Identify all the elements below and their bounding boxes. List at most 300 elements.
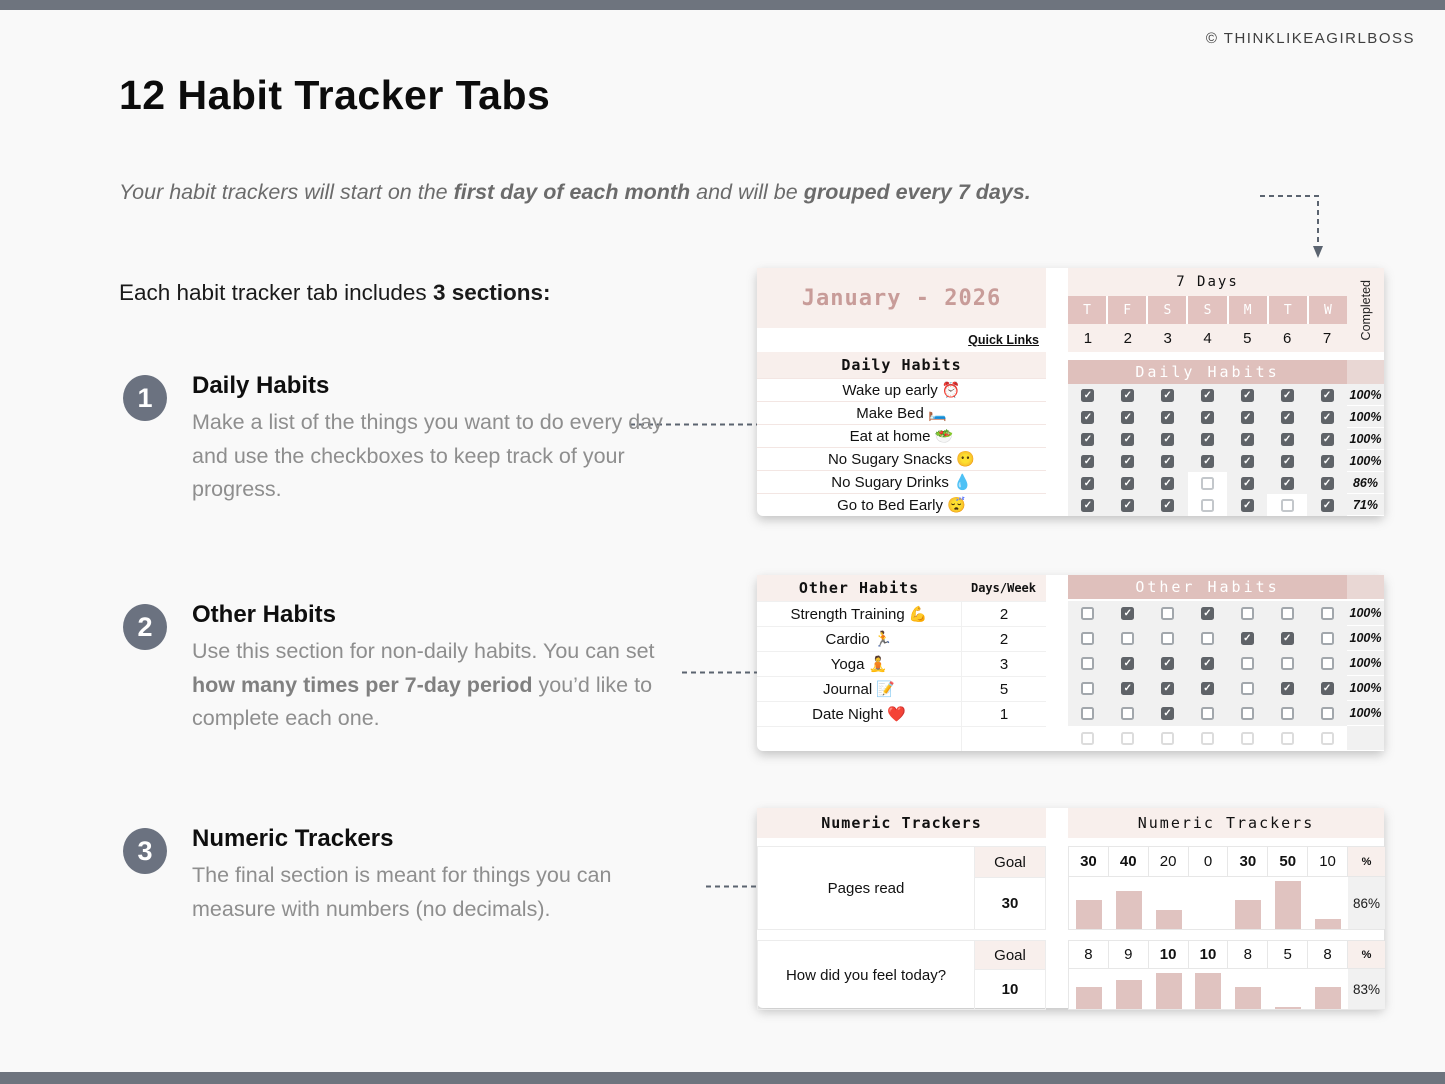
copyright-text: © THINKLIKEAGIRLBOSS xyxy=(1205,30,1415,47)
sparkline-bar xyxy=(1315,919,1341,929)
section-heading: Other Habits xyxy=(192,601,337,628)
habit-checkbox[interactable] xyxy=(1201,499,1214,512)
sparkline-bar xyxy=(1275,881,1301,929)
other-grid-cell xyxy=(1108,651,1148,676)
habit-checkbox[interactable]: ✓ xyxy=(1321,477,1334,490)
sparkline-bar xyxy=(1076,900,1102,929)
tracker-value: 8 xyxy=(1308,941,1348,969)
habit-checkbox[interactable] xyxy=(1161,632,1174,645)
section-number-badge: 1 xyxy=(123,375,167,421)
section-number-badge: 2 xyxy=(123,604,167,650)
other-grid-cell xyxy=(1227,651,1267,676)
other-grid-cell xyxy=(1188,701,1228,726)
tracker-percent: 83% xyxy=(1348,969,1385,1009)
habit-checkbox[interactable] xyxy=(1321,607,1334,620)
daily-grid-cell xyxy=(1188,406,1228,428)
habit-checkbox[interactable]: ✓ xyxy=(1201,411,1214,424)
habit-name: Go to Bed Early 😴 xyxy=(757,493,1046,516)
habit-checkbox[interactable] xyxy=(1081,682,1094,695)
habit-checkbox[interactable]: ✓ xyxy=(1161,411,1174,424)
other-habit-row xyxy=(757,626,1046,651)
text-run: grouped every 7 days. xyxy=(803,180,1031,204)
numeric-trackers-card xyxy=(757,808,1384,1008)
habit-checkbox[interactable]: ✓ xyxy=(1281,477,1294,490)
day-number-cell: 4 xyxy=(1188,324,1228,352)
habit-checkbox[interactable] xyxy=(1241,732,1254,745)
habit-checkbox[interactable]: ✓ xyxy=(1201,433,1214,446)
tracker-value: 10 xyxy=(1189,941,1229,969)
daily-grid-cell xyxy=(1267,472,1307,494)
other-grid-cell xyxy=(1068,676,1108,701)
habit-checkbox[interactable]: ✓ xyxy=(1241,389,1254,402)
habit-checkbox[interactable]: ✓ xyxy=(1321,411,1334,424)
habit-checkbox[interactable] xyxy=(1121,632,1134,645)
habit-checkbox[interactable]: ✓ xyxy=(1241,455,1254,468)
habit-checkbox[interactable]: ✓ xyxy=(1121,682,1134,695)
habit-checkbox[interactable] xyxy=(1201,707,1214,720)
tracker-value: 0 xyxy=(1189,847,1229,877)
habit-checkbox[interactable]: ✓ xyxy=(1241,499,1254,512)
quick-links-link[interactable]: Quick Links xyxy=(968,333,1039,347)
habit-checkbox[interactable]: ✓ xyxy=(1241,477,1254,490)
percent-symbol-header: % xyxy=(1348,847,1385,877)
daily-grid-cell xyxy=(1267,428,1307,450)
habit-checkbox[interactable]: ✓ xyxy=(1121,433,1134,446)
other-grid-cell xyxy=(1188,651,1228,676)
habit-name: Cardio 🏃 xyxy=(825,631,893,648)
completed-percent-empty xyxy=(1347,726,1384,751)
text-run: The final section is meant for things you can measure with numbers (no decimals). xyxy=(192,863,612,921)
daily-grid-cell xyxy=(1307,428,1347,450)
quick-links-row xyxy=(757,328,1046,352)
other-grid-cell xyxy=(1108,701,1148,726)
completed-percent: 100% xyxy=(1347,601,1384,626)
section-3 xyxy=(123,825,683,926)
habit-checkbox[interactable]: ✓ xyxy=(1201,389,1214,402)
days-per-week-empty xyxy=(961,727,1046,751)
habit-checkbox[interactable]: ✓ xyxy=(1241,411,1254,424)
habit-checkbox[interactable]: ✓ xyxy=(1201,657,1214,670)
daily-grid-cell xyxy=(1188,384,1228,406)
day-letter-cell: S xyxy=(1148,296,1186,324)
day-number-cell: 5 xyxy=(1227,324,1267,352)
daily-habits-card xyxy=(757,268,1384,516)
habit-checkbox[interactable]: ✓ xyxy=(1321,682,1334,695)
habit-name: Eat at home 🥗 xyxy=(757,424,1046,447)
daily-habit-names xyxy=(757,378,1046,516)
daily-grid-cell xyxy=(1068,406,1108,428)
habit-checkbox[interactable]: ✓ xyxy=(1161,433,1174,446)
section-body xyxy=(192,406,672,507)
habit-checkbox[interactable]: ✓ xyxy=(1281,455,1294,468)
goal-label: Goal xyxy=(975,847,1045,877)
other-habits-header-label: Other Habits xyxy=(757,575,961,601)
habit-checkbox[interactable]: ✓ xyxy=(1121,607,1134,620)
other-grid-cell xyxy=(1307,651,1347,676)
days-per-week-value: 2 xyxy=(961,627,1046,651)
tracker-values-row xyxy=(1069,941,1348,969)
other-grid-cell xyxy=(1108,601,1148,626)
other-grid-cell xyxy=(1188,676,1228,701)
daily-grid-cell xyxy=(1068,428,1108,450)
daily-grid-cell xyxy=(1267,494,1307,516)
daily-grid-cell xyxy=(1148,472,1188,494)
habit-checkbox[interactable]: ✓ xyxy=(1161,682,1174,695)
other-habit-row xyxy=(757,651,1046,676)
tracker-value: 10 xyxy=(1308,847,1348,877)
habit-checkbox[interactable] xyxy=(1321,657,1334,670)
habit-name: Make Bed 🛏️ xyxy=(757,401,1046,424)
day-number-cell: 2 xyxy=(1108,324,1148,352)
days-per-week-value: 3 xyxy=(961,652,1046,676)
completed-percent: 100% xyxy=(1347,676,1384,701)
daily-grid-cell xyxy=(1148,428,1188,450)
other-grid-cell xyxy=(1068,601,1108,626)
sparkline-bar xyxy=(1076,987,1102,1009)
habit-checkbox[interactable] xyxy=(1281,607,1294,620)
daily-grid-cell xyxy=(1307,384,1347,406)
habit-checkbox[interactable]: ✓ xyxy=(1161,707,1174,720)
daily-habits-banner: Daily Habits xyxy=(1068,360,1347,384)
daily-grid-cell xyxy=(1267,406,1307,428)
habit-checkbox[interactable]: ✓ xyxy=(1321,455,1334,468)
days-per-week-value: 1 xyxy=(961,702,1046,726)
tracker-value: 40 xyxy=(1109,847,1149,877)
days-per-week-value: 2 xyxy=(961,602,1046,626)
daily-grid-cell xyxy=(1307,472,1347,494)
habit-name: Journal 📝 xyxy=(822,681,896,698)
habit-checkbox[interactable] xyxy=(1241,682,1254,695)
tracker-value: 8 xyxy=(1228,941,1268,969)
habit-checkbox[interactable] xyxy=(1241,657,1254,670)
daily-grid-cell xyxy=(1227,384,1267,406)
habit-checkbox[interactable]: ✓ xyxy=(1321,499,1334,512)
days-per-week-value: 5 xyxy=(961,677,1046,701)
daily-grid-cell xyxy=(1227,494,1267,516)
completed-percent: 100% xyxy=(1347,626,1384,651)
days-week-header-label: Days/Week xyxy=(961,575,1046,601)
habit-checkbox[interactable]: ✓ xyxy=(1121,477,1134,490)
habit-checkbox[interactable]: ✓ xyxy=(1161,389,1174,402)
habit-checkbox[interactable] xyxy=(1081,607,1094,620)
other-grid-cell xyxy=(1108,676,1148,701)
other-habits-left-header xyxy=(757,575,1046,601)
section-heading: Daily Habits xyxy=(192,372,330,399)
habit-checkbox[interactable]: ✓ xyxy=(1121,411,1134,424)
goal-value: 30 xyxy=(975,877,1045,929)
text-run: first day of each month xyxy=(453,180,691,204)
tracker-value: 9 xyxy=(1109,941,1149,969)
daily-habits-left-header: Daily Habits xyxy=(757,352,1046,378)
habit-name-empty xyxy=(757,727,961,751)
other-grid-cell xyxy=(1307,701,1347,726)
habit-checkbox[interactable]: ✓ xyxy=(1161,657,1174,670)
dashed-corner-arrow xyxy=(1260,190,1330,262)
other-grid-cell xyxy=(1148,676,1188,701)
other-grid-cell xyxy=(1307,726,1347,751)
habit-checkbox[interactable]: ✓ xyxy=(1321,389,1334,402)
daily-percent-column xyxy=(1347,384,1384,516)
tracker-value: 8 xyxy=(1069,941,1109,969)
habit-checkbox[interactable]: ✓ xyxy=(1081,411,1094,424)
daily-grid-cell xyxy=(1227,450,1267,472)
completed-percent: 100% xyxy=(1347,701,1384,726)
habit-checkbox[interactable]: ✓ xyxy=(1081,389,1094,402)
habit-checkbox[interactable] xyxy=(1281,499,1294,512)
habit-checkbox[interactable] xyxy=(1081,732,1094,745)
habit-name: Date Night ❤️ xyxy=(812,706,906,723)
goal-value: 10 xyxy=(975,969,1045,1009)
tracker-value: 30 xyxy=(1069,847,1109,877)
daily-grid-cell xyxy=(1108,450,1148,472)
day-number-cell: 3 xyxy=(1148,324,1188,352)
daily-grid-cell xyxy=(1227,406,1267,428)
daily-grid-cell xyxy=(1188,428,1228,450)
habit-checkbox[interactable]: ✓ xyxy=(1121,389,1134,402)
day-letters-row xyxy=(1068,296,1347,324)
numeric-trackers-left-header: Numeric Trackers xyxy=(757,808,1046,838)
habit-checkbox[interactable]: ✓ xyxy=(1081,477,1094,490)
habit-checkbox[interactable]: ✓ xyxy=(1281,682,1294,695)
tracker-right-block xyxy=(1068,940,1384,1010)
other-grid-cell xyxy=(1267,676,1307,701)
top-accent-bar xyxy=(0,0,1445,10)
other-habit-row xyxy=(757,601,1046,626)
text-run: and will be xyxy=(690,180,804,204)
completed-percent: 100% xyxy=(1347,384,1384,406)
completed-percent: 100% xyxy=(1347,651,1384,676)
sparkline-bar xyxy=(1275,1007,1301,1009)
tracker-name: How did you feel today? xyxy=(758,941,975,1009)
daily-grid-cell xyxy=(1307,406,1347,428)
page-title: 12 Habit Tracker Tabs xyxy=(119,72,551,118)
intro-text xyxy=(119,180,1031,205)
habit-checkbox[interactable]: ✓ xyxy=(1121,455,1134,468)
habit-checkbox[interactable]: ✓ xyxy=(1241,433,1254,446)
section-2 xyxy=(123,601,683,736)
day-letter-cell: F xyxy=(1108,296,1146,324)
day-letter-cell: M xyxy=(1229,296,1267,324)
habit-name: Strength Training 💪 xyxy=(790,606,928,623)
daily-grid-cell xyxy=(1267,384,1307,406)
sparkline-bar xyxy=(1235,987,1261,1009)
other-grid-cell xyxy=(1307,626,1347,651)
habit-checkbox[interactable] xyxy=(1201,732,1214,745)
tracker-value: 30 xyxy=(1228,847,1268,877)
numeric-trackers-right-header: Numeric Trackers xyxy=(1068,808,1384,838)
text-run: you’d like to complete each one. xyxy=(192,672,653,730)
habit-checkbox[interactable]: ✓ xyxy=(1161,455,1174,468)
daily-grid-cell xyxy=(1227,428,1267,450)
habit-checkbox[interactable] xyxy=(1241,707,1254,720)
day-number-cell: 7 xyxy=(1307,324,1347,352)
daily-grid-cell xyxy=(1068,494,1108,516)
goal-label: Goal xyxy=(975,941,1045,969)
habit-checkbox[interactable]: ✓ xyxy=(1281,433,1294,446)
other-grid-cell xyxy=(1068,626,1108,651)
habit-checkbox[interactable] xyxy=(1081,707,1094,720)
daily-grid-cell xyxy=(1068,384,1108,406)
daily-grid-cell xyxy=(1188,450,1228,472)
other-checkbox-grid xyxy=(1068,601,1347,751)
other-grid-cell xyxy=(1108,726,1148,751)
habit-checkbox[interactable]: ✓ xyxy=(1121,657,1134,670)
other-habit-row-empty xyxy=(757,726,1046,751)
daily-grid-cell xyxy=(1108,406,1148,428)
tracker-percent: 86% xyxy=(1348,877,1385,929)
daily-grid-cell xyxy=(1148,494,1188,516)
other-grid-cell xyxy=(1267,651,1307,676)
text-run: Make a list of the things you want to do every day and use the checkboxes to keep track of your progress. xyxy=(192,410,663,501)
habit-checkbox[interactable] xyxy=(1201,477,1214,490)
other-grid-cell xyxy=(1267,626,1307,651)
other-habit-row xyxy=(757,701,1046,726)
completed-percent: 100% xyxy=(1347,450,1384,472)
day-numbers-row xyxy=(1068,324,1347,352)
habit-checkbox[interactable]: ✓ xyxy=(1201,682,1214,695)
tracker-value: 10 xyxy=(1149,941,1189,969)
section-body xyxy=(192,859,672,926)
daily-grid-cell xyxy=(1148,384,1188,406)
day-number-cell: 1 xyxy=(1068,324,1108,352)
completed-column-header xyxy=(1347,268,1384,352)
other-grid-cell xyxy=(1307,601,1347,626)
habit-checkbox[interactable]: ✓ xyxy=(1081,455,1094,468)
habit-checkbox[interactable]: ✓ xyxy=(1201,607,1214,620)
habit-name: Wake up early ⏰ xyxy=(757,378,1046,401)
text-run: Use this section for non-daily habits. You can set xyxy=(192,639,655,663)
daily-grid-cell xyxy=(1068,450,1108,472)
habit-checkbox[interactable] xyxy=(1281,732,1294,745)
tracker-left-block xyxy=(757,846,1046,930)
habit-checkbox[interactable]: ✓ xyxy=(1161,499,1174,512)
day-letter-cell: S xyxy=(1188,296,1226,324)
habit-checkbox[interactable]: ✓ xyxy=(1201,455,1214,468)
other-grid-cell xyxy=(1267,701,1307,726)
habit-checkbox[interactable]: ✓ xyxy=(1241,632,1254,645)
text-run: Your habit trackers will start on the xyxy=(119,180,454,204)
text-run: how many times per 7-day period xyxy=(192,672,533,697)
habit-checkbox[interactable]: ✓ xyxy=(1081,433,1094,446)
sparkline-bar xyxy=(1156,910,1182,929)
text-run: 3 sections: xyxy=(432,280,551,305)
habit-checkbox[interactable]: ✓ xyxy=(1161,477,1174,490)
habit-checkbox[interactable] xyxy=(1321,632,1334,645)
tracker-sparkline xyxy=(1069,969,1348,1009)
other-grid-cell xyxy=(1227,601,1267,626)
daily-grid-cell xyxy=(1108,494,1148,516)
habit-checkbox[interactable] xyxy=(1161,732,1174,745)
daily-grid-cell xyxy=(1227,472,1267,494)
tracker-right-block xyxy=(1068,846,1384,930)
tracker-value: 20 xyxy=(1149,847,1189,877)
day-letter-cell: T xyxy=(1068,296,1106,324)
habit-checkbox[interactable] xyxy=(1081,632,1094,645)
other-grid-cell xyxy=(1188,626,1228,651)
other-grid-cell xyxy=(1227,726,1267,751)
other-grid-cell xyxy=(1227,676,1267,701)
tracker-name: Pages read xyxy=(758,847,975,929)
includes-text xyxy=(119,280,550,306)
habit-checkbox[interactable] xyxy=(1081,657,1094,670)
seven-days-header: 7 Days xyxy=(1068,268,1347,296)
other-habit-names xyxy=(757,601,1046,751)
habit-checkbox[interactable]: ✓ xyxy=(1081,499,1094,512)
habit-checkbox[interactable] xyxy=(1201,632,1214,645)
habit-checkbox[interactable] xyxy=(1121,707,1134,720)
sparkline-bar xyxy=(1116,980,1142,1009)
habit-checkbox[interactable]: ✓ xyxy=(1281,411,1294,424)
percent-symbol-header: % xyxy=(1348,941,1385,969)
daily-grid-cell xyxy=(1188,494,1228,516)
tracker-value: 5 xyxy=(1268,941,1308,969)
other-grid-cell xyxy=(1148,726,1188,751)
day-number-cell: 6 xyxy=(1267,324,1307,352)
other-grid-cell xyxy=(1068,726,1108,751)
other-grid-cell xyxy=(1068,701,1108,726)
habit-checkbox[interactable] xyxy=(1281,657,1294,670)
habit-checkbox[interactable] xyxy=(1241,607,1254,620)
section-heading: Numeric Trackers xyxy=(192,825,394,852)
tracker-values-row xyxy=(1069,847,1348,877)
habit-name: Yoga 🧘 xyxy=(830,656,888,673)
tracker-value: 50 xyxy=(1268,847,1308,877)
other-grid-cell xyxy=(1267,726,1307,751)
other-grid-cell xyxy=(1188,601,1228,626)
habit-name: No Sugary Snacks 😶 xyxy=(757,447,1046,470)
daily-grid-cell xyxy=(1188,472,1228,494)
other-grid-cell xyxy=(1307,676,1347,701)
habit-checkbox[interactable] xyxy=(1321,732,1334,745)
other-grid-cell xyxy=(1188,726,1228,751)
section-1 xyxy=(123,372,683,507)
habit-checkbox[interactable] xyxy=(1161,607,1174,620)
completed-percent: 100% xyxy=(1347,406,1384,428)
habit-checkbox[interactable] xyxy=(1321,707,1334,720)
habit-checkbox[interactable]: ✓ xyxy=(1281,632,1294,645)
sparkline-bar xyxy=(1156,973,1182,1009)
daily-grid-cell xyxy=(1108,428,1148,450)
completed-percent: 86% xyxy=(1347,472,1384,494)
other-grid-cell xyxy=(1108,626,1148,651)
day-letter-cell: W xyxy=(1309,296,1347,324)
daily-grid-cell xyxy=(1307,450,1347,472)
section-body xyxy=(192,635,672,736)
habit-checkbox[interactable] xyxy=(1121,732,1134,745)
day-letter-cell: T xyxy=(1269,296,1307,324)
sparkline-bar xyxy=(1116,891,1142,929)
habit-checkbox[interactable] xyxy=(1281,707,1294,720)
habit-checkbox[interactable]: ✓ xyxy=(1321,433,1334,446)
daily-grid-cell xyxy=(1307,494,1347,516)
other-grid-cell xyxy=(1227,626,1267,651)
completed-percent: 71% xyxy=(1347,494,1384,516)
habit-name: No Sugary Drinks 💧 xyxy=(757,470,1046,493)
other-grid-cell xyxy=(1267,601,1307,626)
daily-grid-cell xyxy=(1108,472,1148,494)
other-grid-cell xyxy=(1227,701,1267,726)
month-title: January - 2026 xyxy=(757,268,1046,328)
completed-label: Completed xyxy=(1358,279,1373,341)
text-run: Each habit tracker tab includes xyxy=(119,280,433,305)
habit-checkbox[interactable]: ✓ xyxy=(1121,499,1134,512)
habit-checkbox[interactable]: ✓ xyxy=(1281,389,1294,402)
completed-percent: 100% xyxy=(1347,428,1384,450)
other-grid-cell xyxy=(1148,701,1188,726)
bottom-accent-bar xyxy=(0,1072,1445,1084)
sparkline-bar xyxy=(1235,900,1261,929)
daily-checkbox-grid xyxy=(1068,384,1347,516)
